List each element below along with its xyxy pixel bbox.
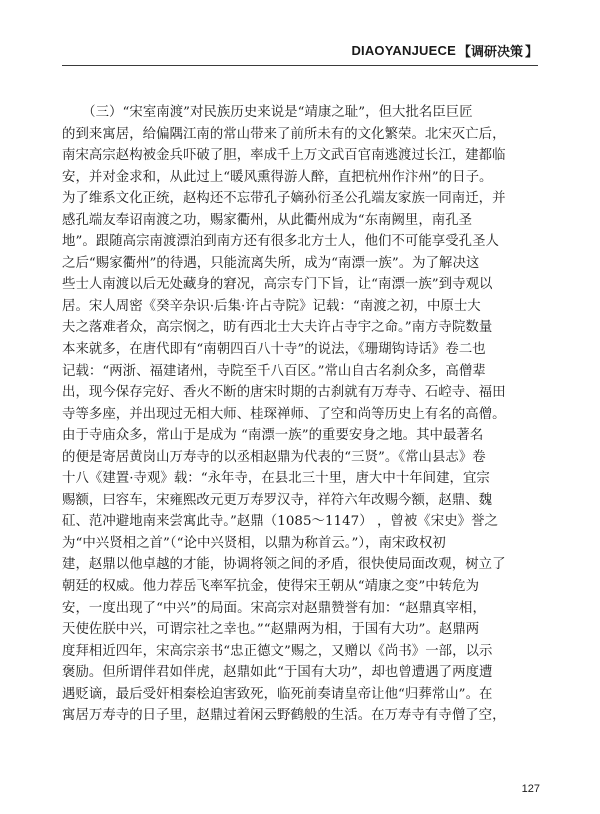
text-line: 朝廷的权威。他力荐岳飞率军抗金，使得宋王朝从“靖康之变”中转危为 (62, 579, 480, 595)
running-header (306, 40, 538, 60)
text-line: 夫之落难者众，高宗悯之，昉有西北士大夫许占寺宇之命。”南方寺院数量 (62, 320, 493, 336)
text-line: 矼、范冲避地南来尝寓此寺。”赵鼎（1085～1147） ，曾被《宋史》誉之 (62, 514, 498, 530)
text-line: 安，一度出现了“中兴”的局面。宋高宗对赵鼎赞誉有加：“赵鼎真宰相， (62, 600, 486, 616)
text-line: 记载：“两浙、福建诸州，寺院至千八百区。”常山自古名刹众多，高僧辈 (62, 363, 486, 379)
text-line: （三）“宋室南渡”对民族历史来说是“靖康之耻”，但大批名臣巨匠 (62, 105, 473, 120)
running-header-bracket-open: 【 (457, 43, 471, 59)
header-rule (62, 65, 538, 66)
text-line: 寓居万寿寺的日子里，赵鼎过着闲云野鹤般的生活。在万寿寺有寺僧了空， (62, 708, 506, 724)
text-line: 赐额，曰容车，宋雍熙改元更万寿罗汉寺，祥符六年改赐今额，赵鼎、魏 (62, 492, 493, 508)
text-line: 出，现今保存完好、香火不断的唐宋时期的古刹就有万寿寺、石崆寺、福田 (62, 385, 506, 401)
text-line: 地”。跟随高宗南渡漂泊到南方还有很多北方士人，他们不可能享受孔圣人 (62, 234, 499, 250)
page-number: 127 (521, 783, 540, 795)
text-line: 本来就多，在唐代即有“南朝四百八十寺”的说法，《珊瑚钩诗话》卷二也 (62, 342, 486, 358)
text-line: 遇贬谪，最后受奸相秦桧迫害致死，临死前奏请皇帝让他“归葬常山”。在 (62, 686, 493, 702)
text-line: 寺等多座，并出现过无相大师、桂琛禅师、了空和尚等历史上有名的高僧。 (62, 406, 506, 422)
text-line: 褒励。但所谓伴君如伴虎，赵鼎如此“于国有大功”，却也曾遭遇了两度遭 (62, 665, 493, 681)
running-header-column: 调研决策 (470, 43, 523, 59)
running-header-series: DIAOYANJUECE (351, 42, 456, 58)
text-line: 安，并对金求和，从此过上“暖风熏得游人醉，直把杭州作汴州”的日子。 (62, 169, 493, 185)
text-line: 南宋高宗赵构被金兵吓破了胆，率成千上万文武百官南逃渡过长江，建都临 (62, 148, 506, 164)
text-line: 居。宋人周密《癸辛杂识·后集·许占寺院》记载：“南渡之初，中原士大 (62, 298, 481, 314)
text-line: 天使佐朕中兴，可谓宗社之幸也。”“赵鼎两为相，于国有大功”。赵鼎两 (62, 622, 480, 638)
running-header-bracket-close: 】 (524, 43, 538, 59)
text-line: 感孔端友奉诏南渡之功，赐家衢州，从此衢州成为“东南阙里，南孔圣 (62, 212, 473, 228)
text-line: 为了维系文化正统，赵构还不忘带孔子嫡孙衍圣公孔端友家族一同南迁，并 (62, 191, 506, 207)
text-line: 为“中兴贤相之首”（“论中兴贤相，以鼎为称首云。”），南宋政权初 (62, 535, 446, 551)
text-line: 由于寺庙众多，常山于是成为 “南漂一族”的重要安身之地。其中最著名 (62, 428, 484, 444)
text-line: 建，赵鼎以他卓越的才能，协调将领之间的矛盾，很快使局面改观，树立了 (62, 557, 506, 573)
body-text (62, 102, 542, 727)
text-line: 度拜相近四年，宋高宗亲书“忠正德文”赐之，又赠以《尚书》一部，以示 (62, 643, 493, 659)
text-line: 些士人南渡以后无处藏身的窘况，高宗专门下旨，让“南漂一族”到寺观以 (62, 277, 493, 293)
text-line: 的便是寄居黄岗山万寿寺的以丞相赵鼎为代表的“三贤”。《常山县志》卷 (62, 449, 486, 465)
text-line: 之后“赐家衢州”的待遇，只能流离失所，成为“南漂一族”。为了解决这 (62, 255, 480, 271)
text-line: 十八《建置·寺观》载：“永年寺，在县北三十里，唐大中十年间建，宜宗 (62, 471, 490, 487)
text-line: 的到来寓居，给偏隅江南的常山带来了前所未有的文化繁荣。北宋灭亡后， (62, 126, 506, 142)
